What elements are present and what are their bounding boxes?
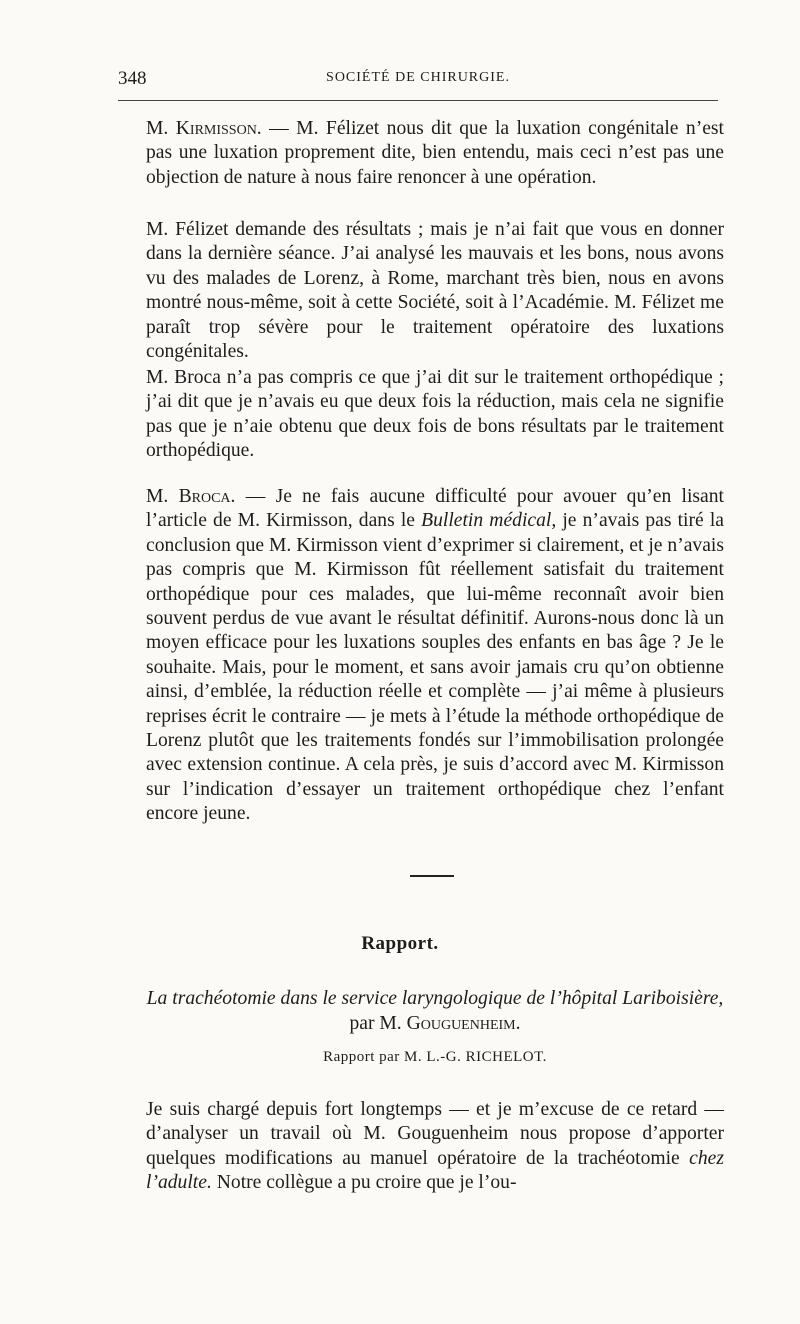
paragraph-kirmisson-reply bbox=[146, 117, 724, 190]
paragraph-text: Je suis chargé depuis fort longtemps — et je m’excuse de ce retard — d’analyser un travail où M. Gouguenheim nous propose d’apporter quelques modifications au manuel opératoire de la trachéotomie bbox=[146, 1099, 724, 1169]
paragraph-broca-mention bbox=[146, 366, 724, 464]
report-author: Gouguenheim. bbox=[406, 1013, 521, 1034]
speaker-name: M. Broca. bbox=[146, 486, 236, 507]
section-heading: Rapport. bbox=[361, 933, 439, 954]
report-title-text: La trachéotomie dans le service laryngologique de l’hôpital Lariboisière, bbox=[146, 988, 724, 1009]
paragraph-report-body bbox=[146, 1098, 724, 1196]
section-divider bbox=[410, 875, 454, 877]
paragraph-text: — M. Félizet nous dit que la luxation congénitale n’est pas une luxation proprement dite, bien entendu, mais ceci n’est pas une objection de nature à nous faire renoncer à une opération. bbox=[146, 118, 725, 188]
speaker-name: M. Kirmisson. bbox=[146, 118, 262, 139]
page-number: 348 bbox=[118, 68, 147, 89]
journal-title: Bulletin médical, bbox=[421, 510, 557, 532]
paragraph-text: Notre collègue a pu croire que je l’ou- bbox=[211, 1172, 517, 1194]
italic-phrase: chez l’adulte. bbox=[146, 1147, 724, 1194]
paragraph-text: — Je ne fais aucune difficulté pour avouer qu’en lisant l’article de M. Kirmisson, dans le bbox=[146, 486, 724, 532]
paragraph-text: je n’avais pas tiré la conclusion que M. Kirmisson vient d’exprimer si clairement, et je n’avais pas compris que M. Kirmisson fût réellement satisfait du traitement orthopédique pour ces malades, que lui-même reconnaît avoir bien souvent perdus de vue avant le résultat définitif. Aurons-nous donc là un moyen efficace pour les luxations souples des enfants en bas âge ? Je le souhaite. Mais, pour le moment, et sans avoir jamais cru qu’on obtienne ainsi, d’emblée, la réduction réelle et complète — j’ai même à plusieurs reprises écrit le contraire — je mets à l’étude la méthode orthopédique de Lorenz plutôt que les traitements fondés sur l’immobilisation prolongée avec extension continue. A cela près, je suis d’accord avec M. Kirmisson sur l’indication d’essayer un traitement orthopédique chez l’enfant encore jeune. bbox=[146, 510, 724, 825]
paragraph-results bbox=[146, 218, 724, 364]
paragraph-broca-reply bbox=[146, 485, 724, 827]
page-header bbox=[118, 60, 718, 101]
running-title: SOCIÉTÉ DE CHIRURGIE. bbox=[326, 70, 510, 85]
report-title bbox=[146, 986, 724, 1036]
report-title-by: par M. bbox=[349, 1013, 407, 1034]
paragraph-text: M. Broca n’a pas compris ce que j’ai dit sur le traitement orthopédique ; j’ai dit que je n’avais eu que deux fois la réduction, mais cela ne signifie pas que je n’aie obtenu que deux fois de bons résultats par le traitement orthopédique. bbox=[146, 367, 724, 462]
paragraph-text: M. Félizet demande des résultats ; mais je n’ai fait que vous en donner dans la dernière séance. J’ai analysé les mauvais et les bons, nous avons vu des malades de Lorenz, à Rome, marchant très bien, nous en avons montré nous-même, soit à cette Société, soit à l’Académie. M. Félizet me paraît trop sévère pour le traitement opératoire des luxations congénitales. bbox=[146, 219, 724, 363]
report-byline: Rapport par M. L.-G. RICHELOT. bbox=[323, 1049, 547, 1065]
